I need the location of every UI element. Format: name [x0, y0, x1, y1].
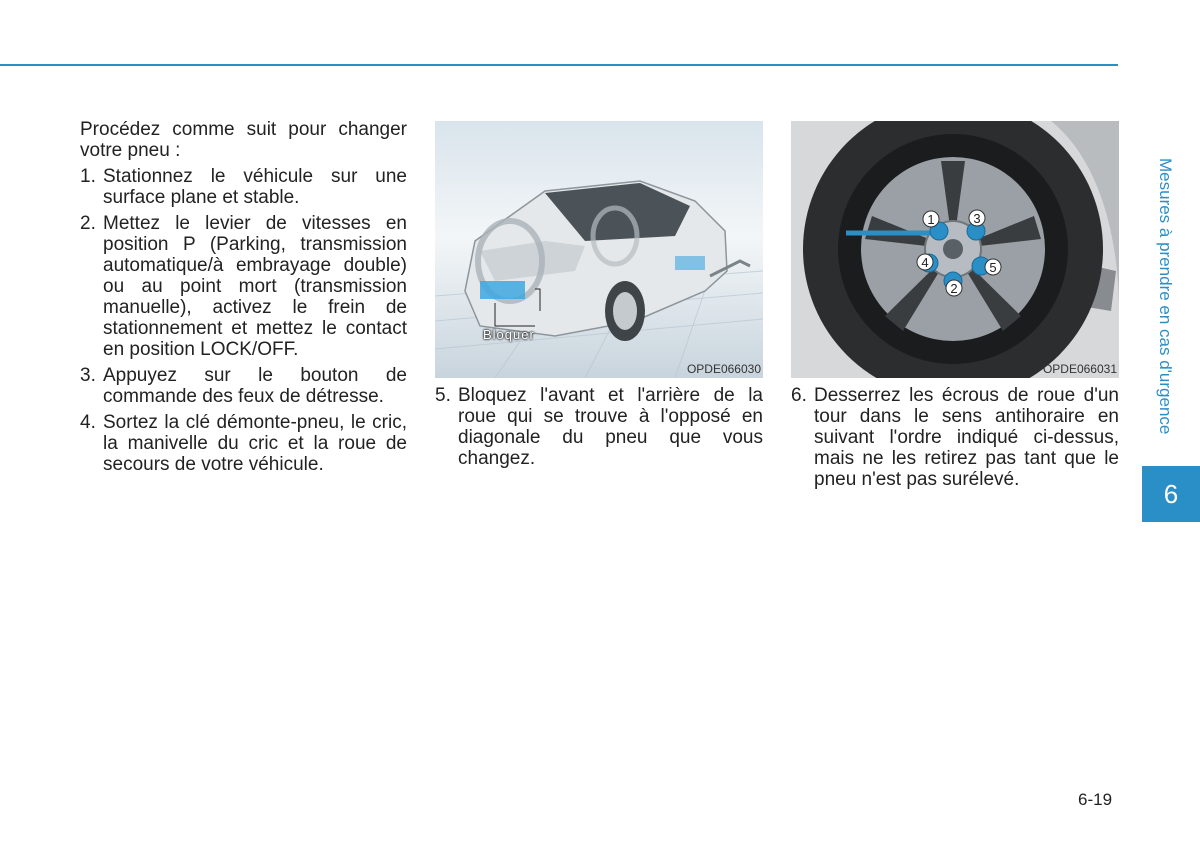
step-item — [80, 365, 407, 407]
step-item — [80, 213, 407, 360]
header-rule — [0, 64, 1118, 66]
figure-caption — [435, 385, 763, 474]
step-number: 6. — [791, 385, 807, 406]
figure-caption — [791, 385, 1119, 495]
step-text: Bloquez l'avant et l'arrière de la roue qui se trouve à l'opposé en diagonale du pneu que vous changez. — [458, 385, 763, 469]
figure-car-chock — [435, 121, 763, 378]
figure-wheel-nuts — [791, 121, 1119, 378]
step-item — [80, 166, 407, 208]
step-text: Sortez la clé démonte-pneu, le cric, la manivelle du cric et la roue de secours de votre véhicule. — [103, 412, 407, 475]
chapter-side-title: Mesures à prendre en cas d'urgence — [1156, 158, 1175, 435]
nut-number: 3 — [973, 211, 981, 226]
page-number: 6-19 — [1078, 790, 1113, 809]
step-text: Appuyez sur le bouton de commande des feux de détresse. — [103, 365, 407, 407]
nut-number: 5 — [989, 260, 997, 275]
step-text: Desserrez les écrous de roue d'un tour dans le sens antihoraire en suivant l'ordre indiqué ci-dessus, mais ne les retirez pas tant que le pneu n'est pas surélevé. — [814, 385, 1119, 490]
intro-text: Procédez comme suit pour changer votre pneu : — [80, 119, 407, 161]
step-item — [80, 412, 407, 475]
step-number: 2. — [80, 213, 96, 234]
step-number: 1. — [80, 166, 96, 187]
figure-code: OPDE066030 — [686, 362, 761, 376]
step-item — [791, 385, 1119, 490]
step-number: 4. — [80, 412, 96, 433]
instructions-column — [80, 119, 407, 480]
nut-number: 4 — [921, 255, 929, 270]
chapter-tab: 6 — [1142, 466, 1200, 522]
nut-number: 1 — [927, 212, 935, 227]
step-item — [435, 385, 763, 469]
step-text: Stationnez le véhicule sur une surface plane et stable. — [103, 166, 407, 208]
chock-label: Bloquer — [483, 327, 535, 342]
nut-number: 2 — [950, 281, 958, 296]
step-number: 3. — [80, 365, 96, 386]
step-number: 5. — [435, 385, 451, 406]
nut-number-labels — [791, 121, 1119, 378]
figure-code: OPDE066031 — [1042, 362, 1117, 376]
step-text: Mettez le levier de vitesses en position P (Parking, transmission automatique/à embrayage double) ou au point mort (transmission manuelle), activez le frein de stationnement et mettez le contact en position LOCK/OFF. — [103, 213, 407, 360]
